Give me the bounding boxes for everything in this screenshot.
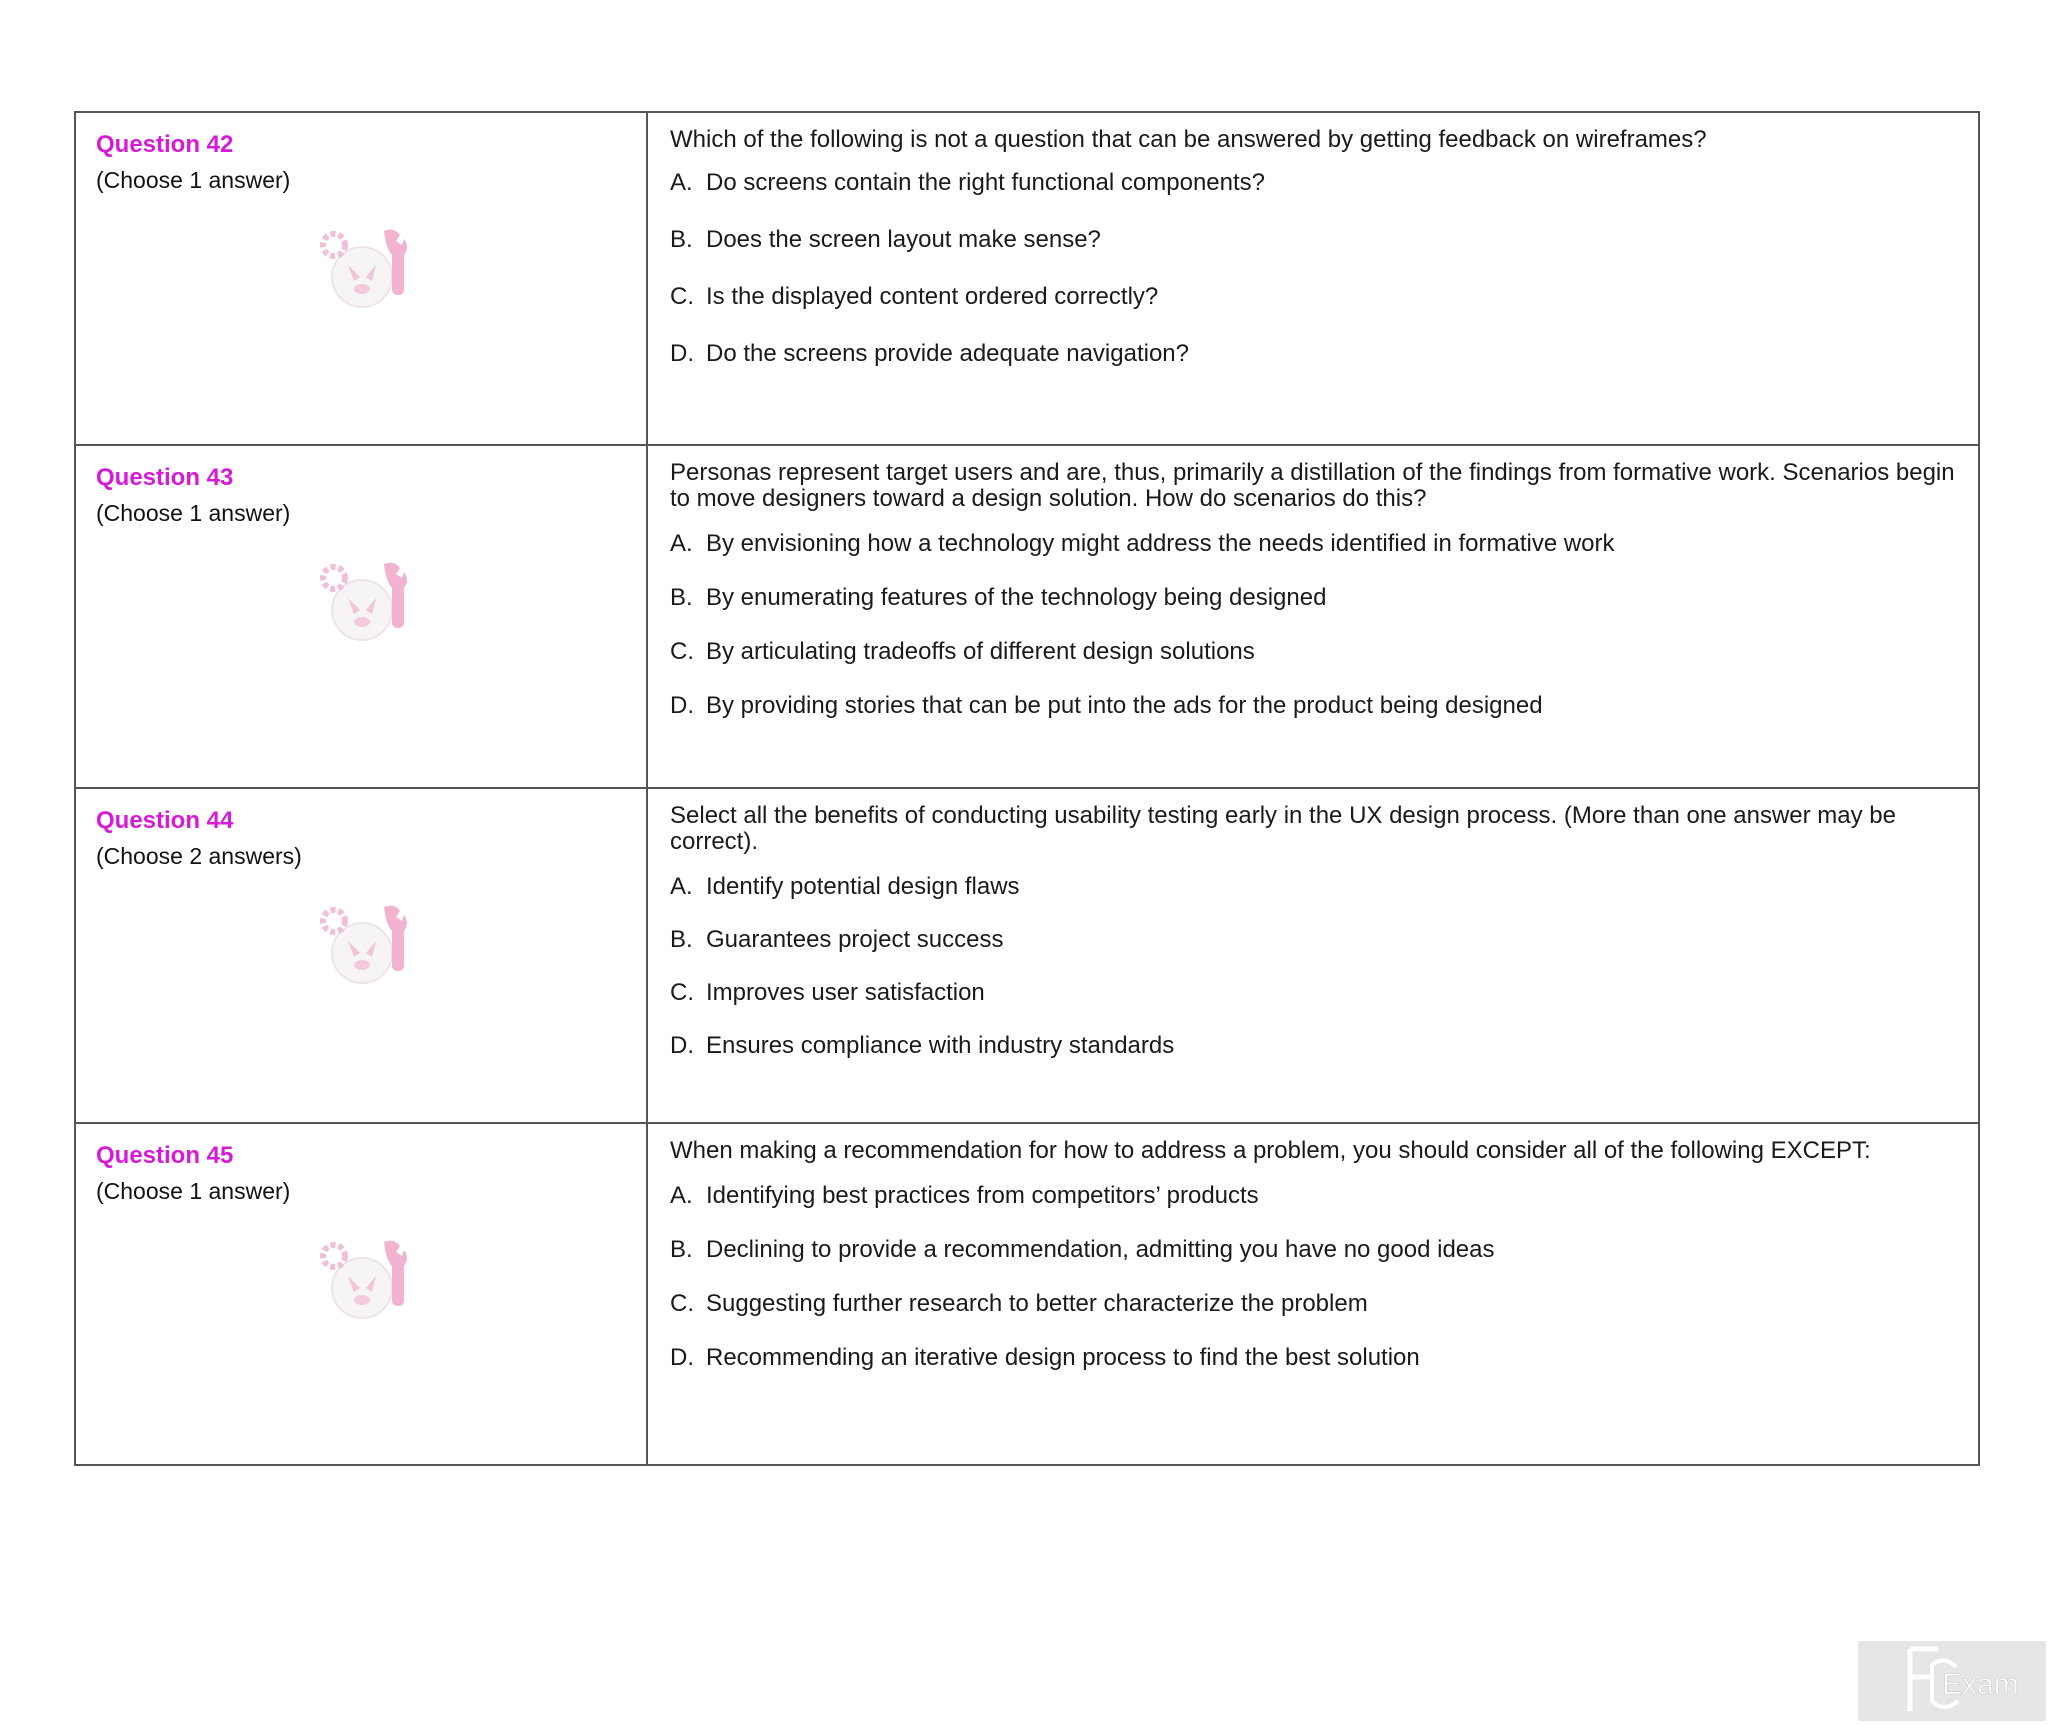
question-stem: Personas represent target users and are, thus, primarily a distillation of the findings from formative work. Scenarios begin to move designers toward a design solution. How do scenarios do this? xyxy=(670,459,1955,512)
answer-option[interactable] xyxy=(670,1182,1958,1210)
choose-instruction: (Choose 2 answers) xyxy=(96,843,302,869)
answer-option[interactable] xyxy=(670,1032,1958,1060)
option-letter: D. xyxy=(670,692,694,719)
answer-option[interactable] xyxy=(670,584,1958,612)
question-row xyxy=(75,1123,1979,1465)
answer-option[interactable] xyxy=(670,1290,1958,1318)
question-meta-cell xyxy=(75,788,647,1123)
option-text: Does the screen layout make sense? xyxy=(706,226,1101,253)
question-row xyxy=(75,788,1979,1123)
option-letter: D. xyxy=(670,1344,694,1371)
option-text: Improves user satisfaction xyxy=(706,979,985,1006)
option-letter: B. xyxy=(670,584,693,611)
option-text: Identify potential design flaws xyxy=(706,873,1020,900)
question-meta-cell xyxy=(75,112,647,445)
option-letter: A. xyxy=(670,873,693,900)
option-letter: C. xyxy=(670,1290,694,1317)
question-row xyxy=(75,445,1979,788)
answer-option[interactable] xyxy=(670,692,1958,720)
brand-text: Exam xyxy=(1942,1668,2019,1701)
fc-exam-logo xyxy=(1858,1641,2046,1721)
option-text: Declining to provide a recommendation, admitting you have no good ideas xyxy=(706,1236,1495,1263)
choose-instruction: (Choose 1 answer) xyxy=(96,500,291,526)
answer-option[interactable] xyxy=(670,926,1958,954)
option-letter: C. xyxy=(670,283,694,310)
option-text: By providing stories that can be put into the ads for the product being designed xyxy=(706,692,1543,719)
question-number: Question 43 xyxy=(96,464,234,491)
question-number: Question 42 xyxy=(96,131,234,158)
answer-option[interactable] xyxy=(670,169,1958,197)
option-letter: D. xyxy=(670,340,694,367)
answer-option[interactable] xyxy=(670,979,1958,1007)
option-text: By articulating tradeoffs of different design solutions xyxy=(706,638,1255,665)
option-letter: A. xyxy=(670,530,693,557)
option-text: Suggesting further research to better characterize the problem xyxy=(706,1290,1368,1317)
tools-logo-icon xyxy=(316,558,416,646)
answer-option[interactable] xyxy=(670,873,1958,901)
tools-logo-icon xyxy=(316,1236,416,1324)
option-letter: A. xyxy=(670,1182,693,1209)
question-body-cell xyxy=(647,112,1979,445)
choose-instruction: (Choose 1 answer) xyxy=(96,167,291,193)
answer-option[interactable] xyxy=(670,530,1958,558)
option-text: Do screens contain the right functional components? xyxy=(706,169,1265,196)
choose-instruction: (Choose 1 answer) xyxy=(96,1178,291,1204)
question-meta-cell xyxy=(75,1123,647,1465)
option-text: By envisioning how a technology might address the needs identified in formative work xyxy=(706,530,1615,557)
option-text: Recommending an iterative design process to find the best solution xyxy=(706,1344,1420,1371)
option-letter: B. xyxy=(670,926,693,953)
option-letter: C. xyxy=(670,979,694,1006)
answer-option[interactable] xyxy=(670,1236,1958,1264)
option-letter: B. xyxy=(670,1236,693,1263)
question-body-cell xyxy=(647,445,1979,788)
option-letter: D. xyxy=(670,1032,694,1059)
question-stem: Select all the benefits of conducting usability testing early in the UX design process. (More than one answer may be correct). xyxy=(670,802,1897,855)
option-text: Ensures compliance with industry standards xyxy=(706,1032,1175,1059)
tools-logo-icon xyxy=(316,901,416,989)
answer-option[interactable] xyxy=(670,638,1958,666)
question-number: Question 45 xyxy=(96,1142,234,1169)
question-number: Question 44 xyxy=(96,807,234,834)
question-body-cell xyxy=(647,788,1979,1123)
tools-logo-icon xyxy=(316,225,416,313)
option-letter: A. xyxy=(670,169,693,196)
question-body-cell xyxy=(647,1123,1979,1465)
answer-option[interactable] xyxy=(670,1344,1958,1372)
questions-table xyxy=(74,111,1980,1466)
option-text: By enumerating features of the technology being designed xyxy=(706,584,1327,611)
option-letter: B. xyxy=(670,226,693,253)
answer-option[interactable] xyxy=(670,226,1958,254)
answer-option[interactable] xyxy=(670,283,1958,311)
fc-exam-logo-icon xyxy=(1858,1641,2046,1721)
option-text: Do the screens provide adequate navigation? xyxy=(706,340,1189,367)
question-row xyxy=(75,112,1979,445)
option-letter: C. xyxy=(670,638,694,665)
option-text: Is the displayed content ordered correctly? xyxy=(706,283,1159,310)
question-stem: Which of the following is not a question that can be answered by getting feedback on wireframes? xyxy=(670,126,1707,153)
option-text: Identifying best practices from competitors’ products xyxy=(706,1182,1259,1209)
answer-option[interactable] xyxy=(670,340,1958,368)
question-stem: When making a recommendation for how to address a problem, you should consider all of the following EXCEPT: xyxy=(670,1137,1871,1164)
question-meta-cell xyxy=(75,445,647,788)
option-text: Guarantees project success xyxy=(706,926,1004,953)
